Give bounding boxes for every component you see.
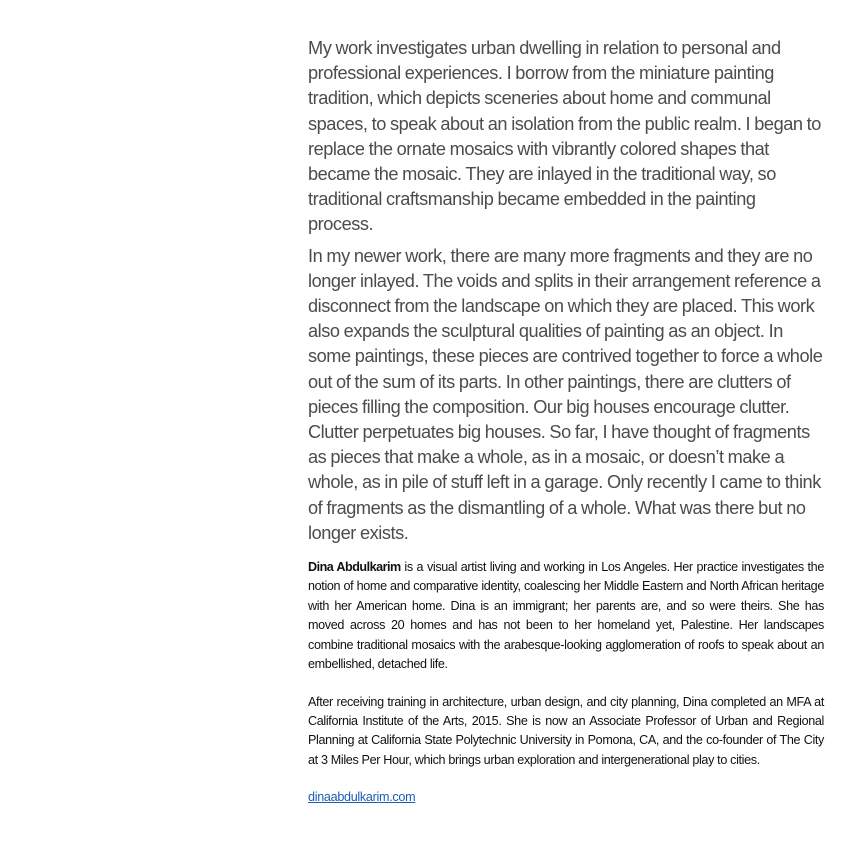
bio-paragraph-1-text: is a visual artist living and working in Los Angeles. Her practice investigates the notion of home and comparative identity, coalescing her Middle Eastern and North African heritage with her American home. Dina is an immigrant; her parents are, and so were theirs. She has moved across 20 homes and has not been to her homeland yet, Palestine. Her landscapes combine traditional mosaics with the arabesque-looking agglomeration of roofs to speak about an embellished, detached life. [308, 560, 824, 672]
bio-paragraph-2: After receiving training in architecture, urban design, and city planning, Dina completed an MFA at California Institute of the Arts, 2015. She is now an Associate Professor of Urban and Regional Planning at California State Polytechnic University in Pomona, CA, and the co-founder of The City at 3 Miles Per Hour, which brings urban exploration and intergenerational play to cities. [308, 694, 824, 767]
artist-statement-paragraph-1: My work investigates urban dwelling in relation to personal and professional experiences. I borrow from the miniature painting tradition, which depicts sceneries about home and communal spaces, to speak about an isolation from the public realm. I began to replace the ornate mosaics with vibrantly colored shapes that became the mosaic. They are inlayed in the traditional way, so traditional craftsmanship became embedded in the painting process. [308, 38, 821, 235]
website-link[interactable]: dinaabdulkarim.com [308, 790, 416, 805]
bio-paragraph-1 [308, 558, 824, 674]
artist-statement-paragraph-2: In my newer work, there are many more fragments and they are no longer inlayed. The voids and splits in their arrangement reference a disconnect from the landscape on which they are placed. This work also expands the sculptural qualities of painting as an object. In some paintings, these pieces are contrived together to force a whole out of the sum of its parts. In other paintings, there are clutters of pieces filling the composition. Our big houses encourage clutter. Clutter perpetuates big houses. So far, I have thought of fragments as pieces that make a whole, as in a mosaic, or doesn’t make a whole, as in pile of stuff left in a garage. Only recently I came to think of fragments as the dismantling of a whole. What was there but no longer exists. [308, 245, 823, 543]
website-link-container [308, 788, 824, 807]
artist-text-column [308, 36, 824, 808]
artist-name: Dina Abdulkarim [308, 560, 401, 575]
